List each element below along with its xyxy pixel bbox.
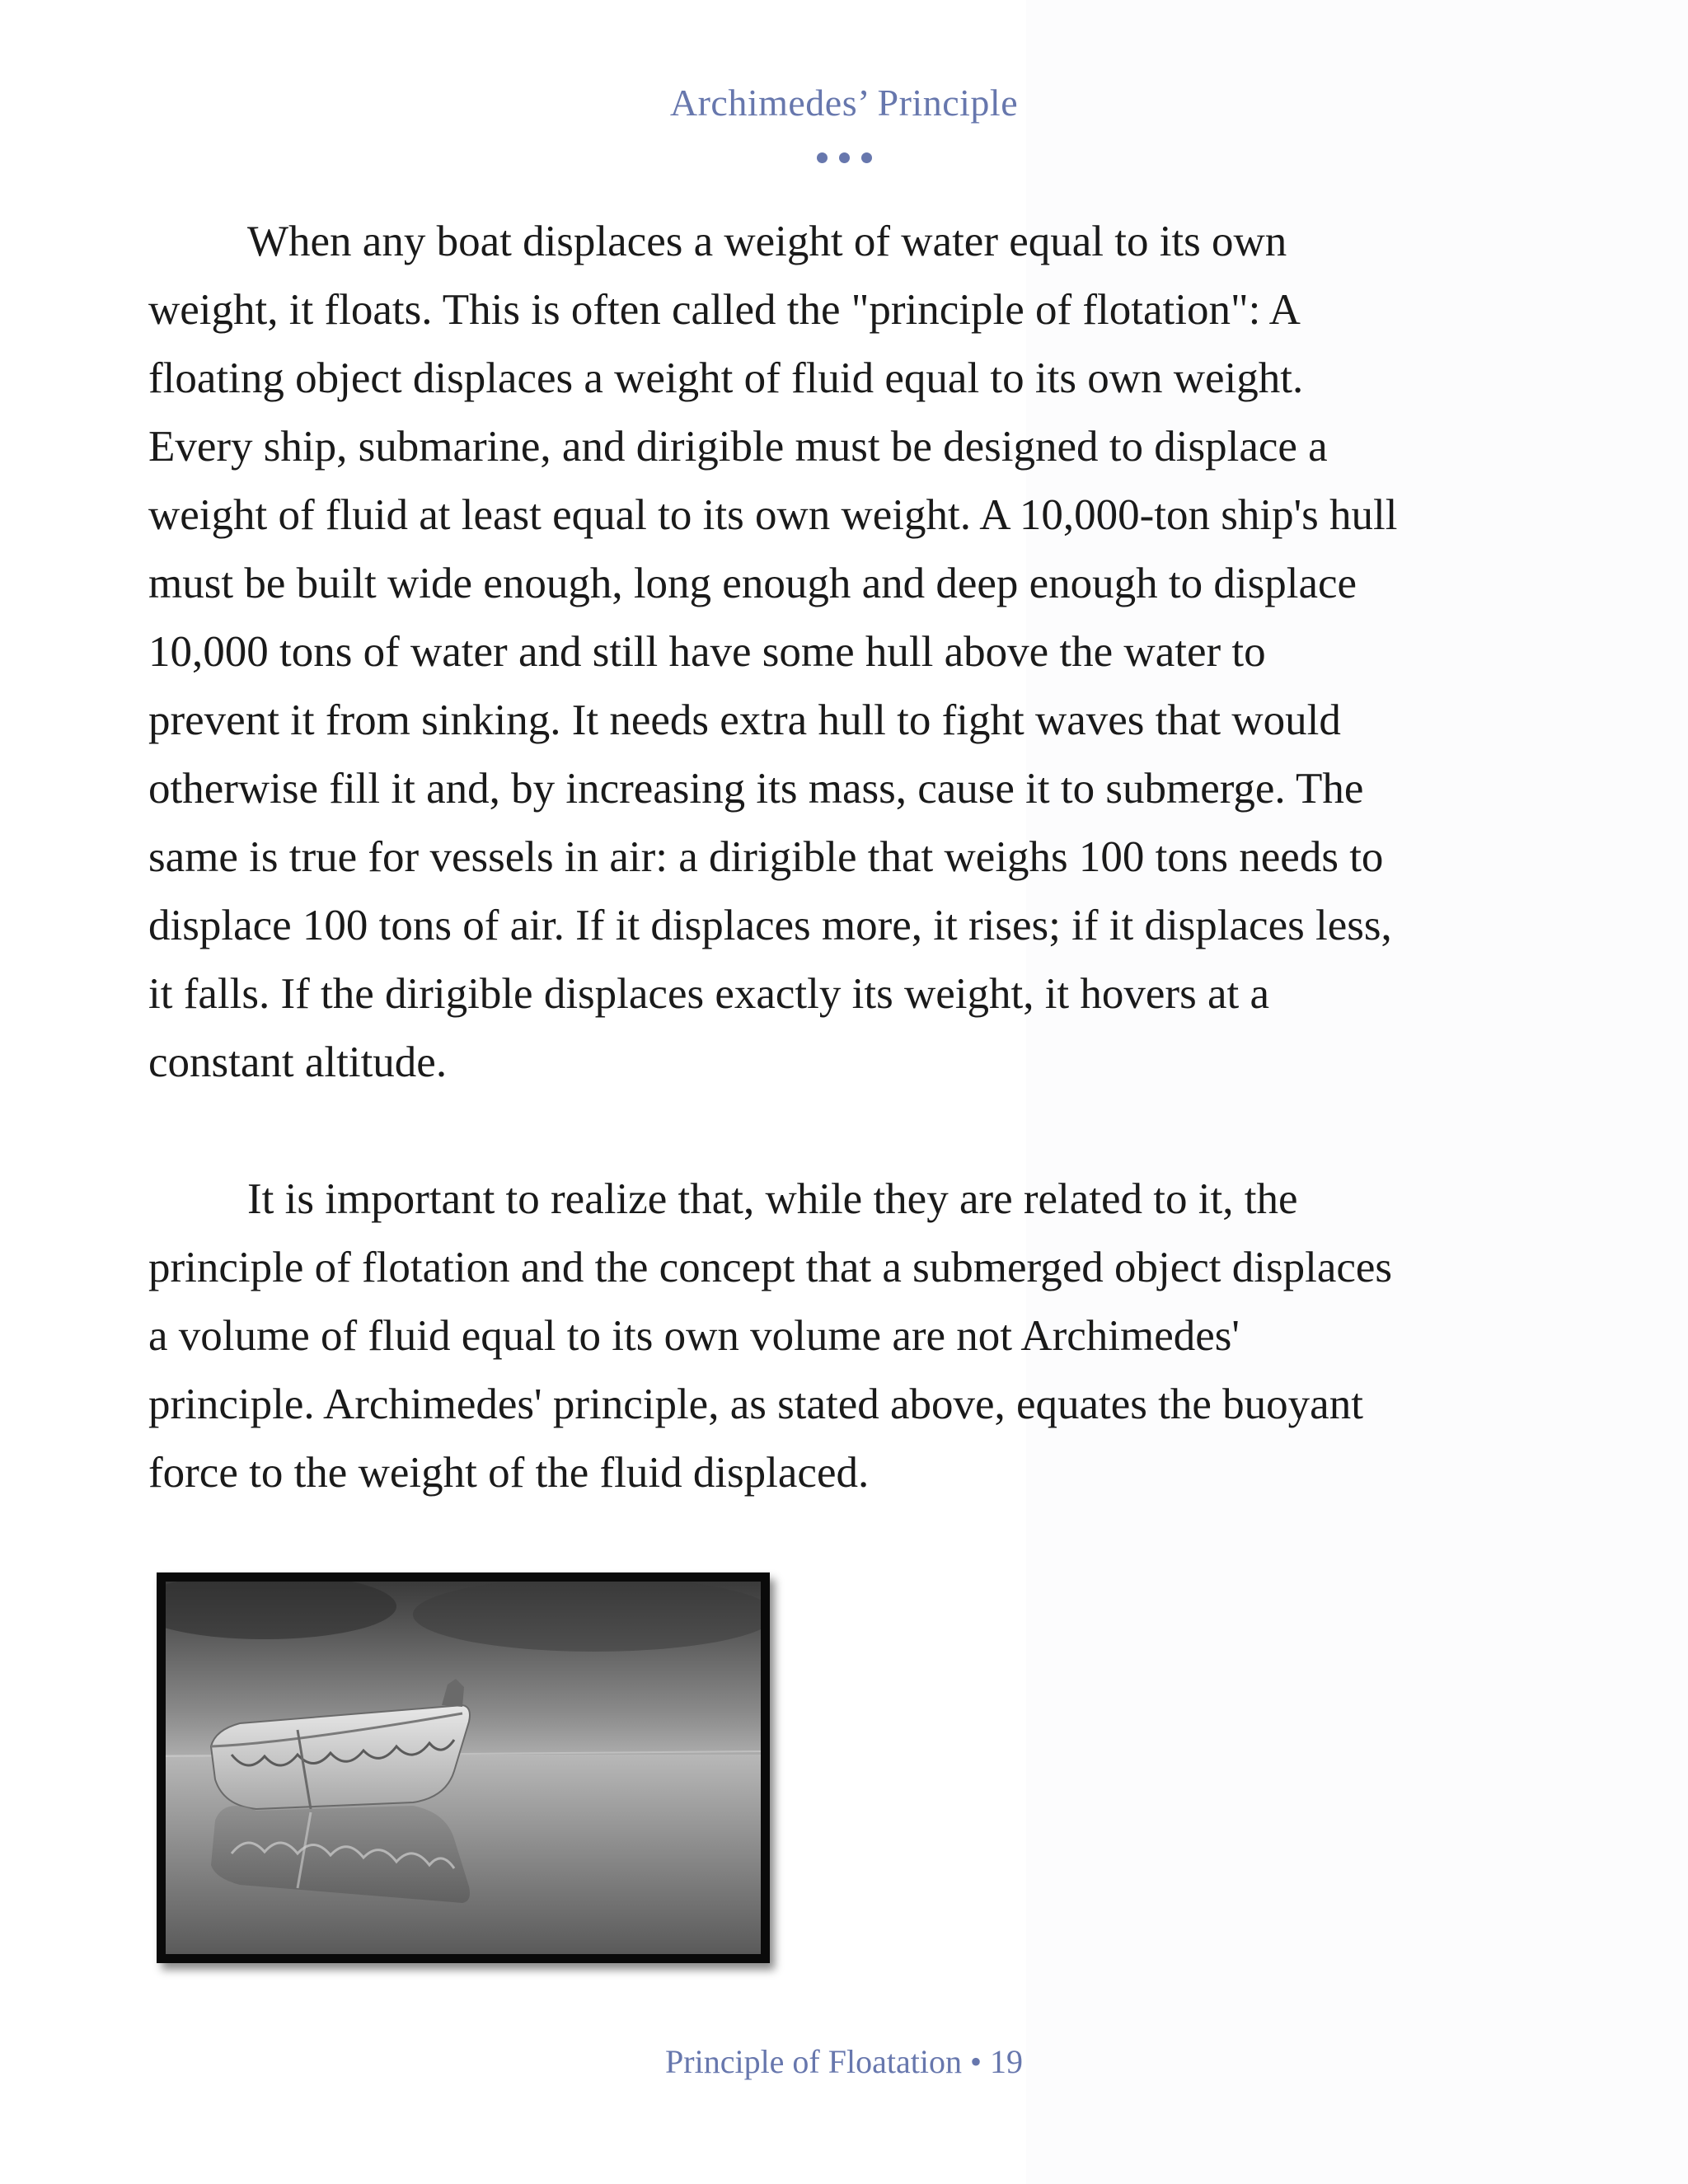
page-header [0,81,1688,163]
ornament-dot [817,152,828,163]
chapter-title: Archimedes’ Principle [669,82,1019,124]
ornament-dot [861,152,872,163]
paragraph-flotation: When any boat displaces a weight of water equal to its own weight, it floats. This is often called the "principle of flotation": A floating object displaces a weight of fluid equal to its own weight. Every ship, submarine, and dirigible must be designed to displace a weight of fluid at least equal to its own weight. A 10,000-ton ship's hull must be built wide enough, long enough and deep enough to displace 10,000 tons of water and still have some hull above the water to prevent it from sinking. It needs extra hull to fight waves that would otherwise fill it and, by increasing its mass, cause it to submerge. The same is true for vessels in air: a dirigible that weighs 100 tons needs to displace 100 tons of air. If it displaces more, it rises; if it displaces less, it falls. If the dirigible displaces exactly its weight, it hovers at a constant altitude. [148,218,1398,1086]
boat-illustration [166,1582,761,1954]
ornament-dot [839,152,850,163]
page-footer: Principle of Floatation • 19 [665,2043,1023,2080]
paragraph-archimedes: It is important to realize that, while they are related to it, the principle of flotation and the concept that a submerged object displaces a volume of fluid equal to its own volume are not Archimedes' principle. Archimedes' principle, as stated above, equates the buoyant force to the weight of the fluid displaced. [148,1175,1393,1497]
body-text [148,208,1533,1507]
ornament-dots [0,152,1688,163]
boat-photo [157,1572,770,1963]
